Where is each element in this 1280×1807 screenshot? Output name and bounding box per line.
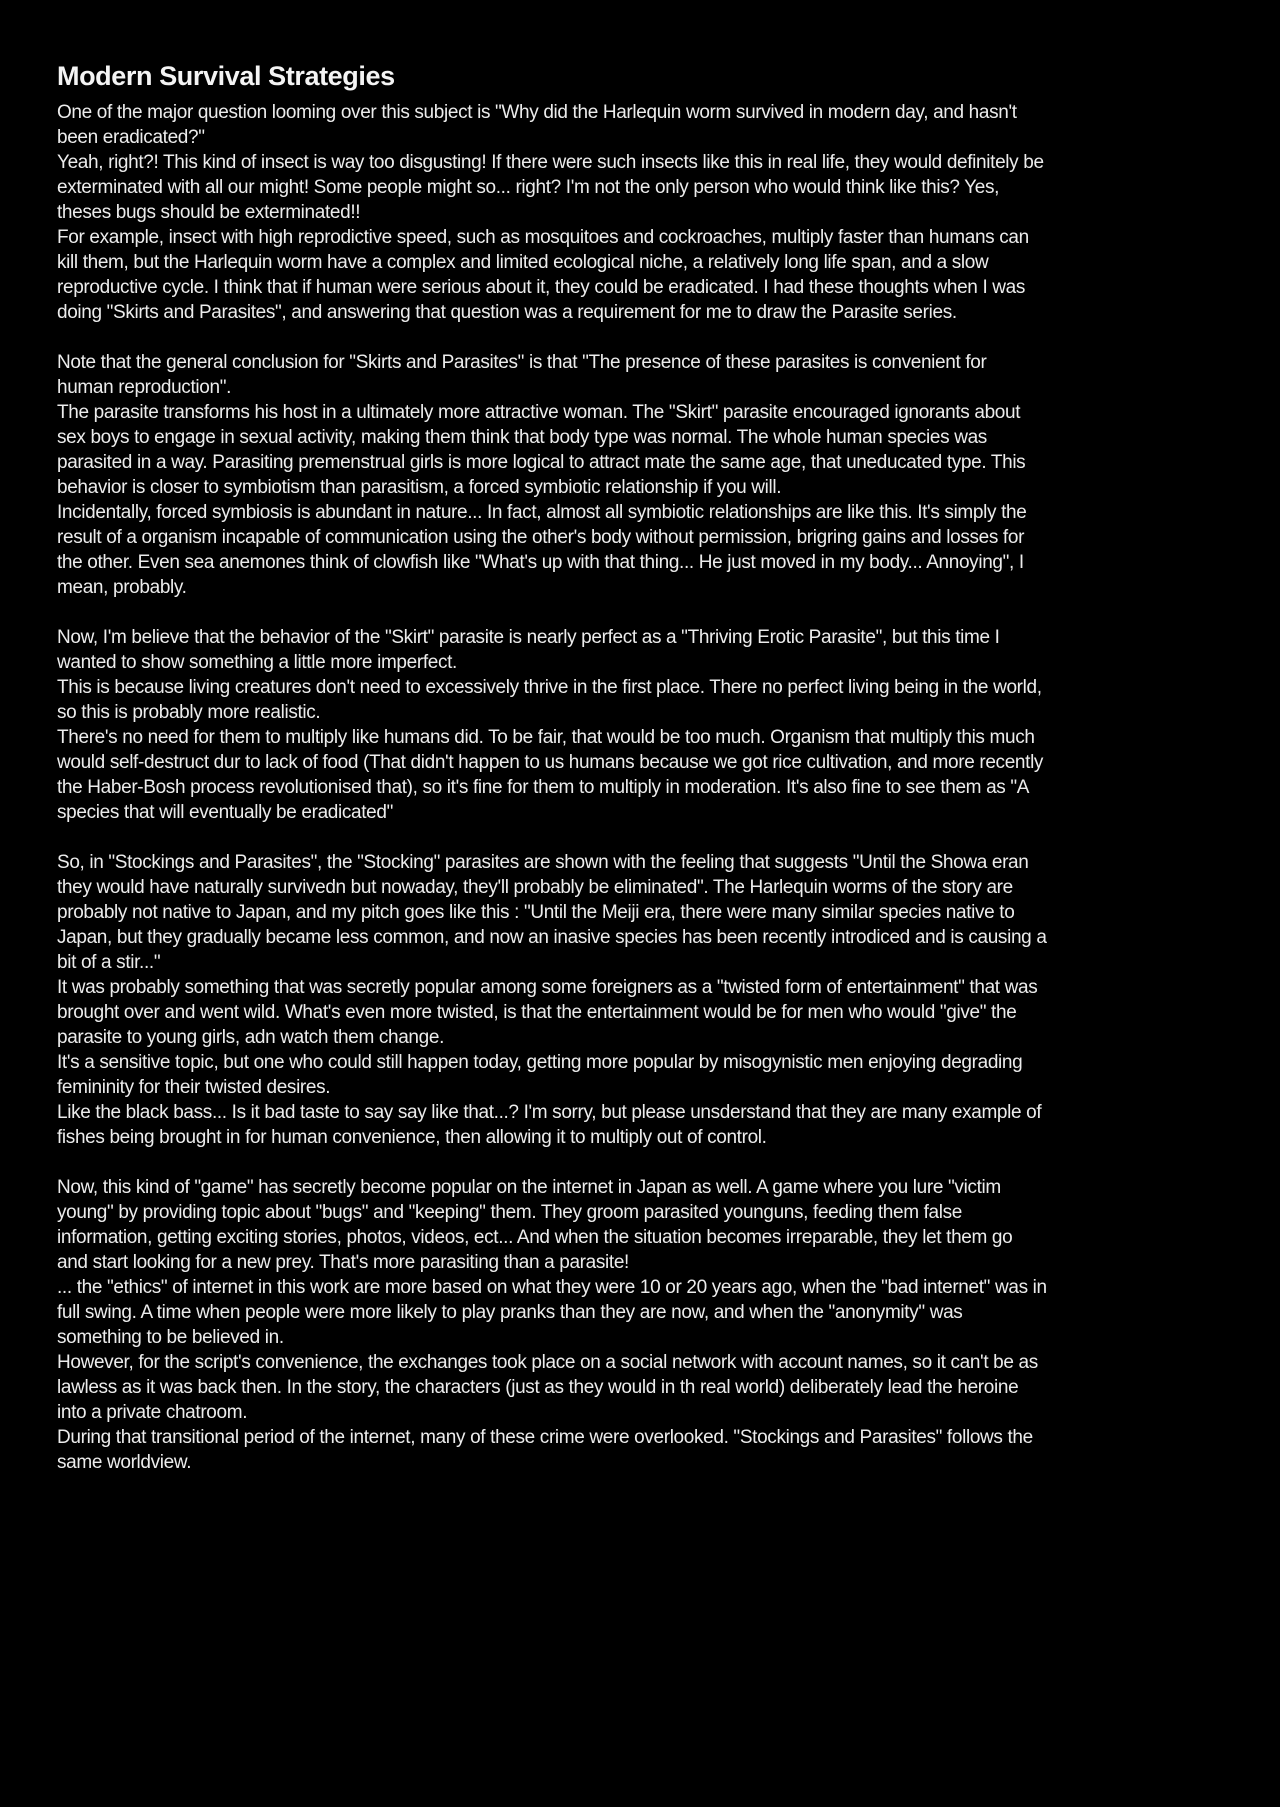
paragraph: However, for the script's convenience, the exchanges took place on a social network with account names, so it can't be as lawless as it was back then. In the story, the characters (just as they would in th real world) deliberately lead the heroine into a private chatroom. [57, 1352, 1038, 1424]
paragraph-block [57, 350, 1047, 600]
page-title: Modern Survival Strategies [57, 61, 395, 91]
paragraph: Like the black bass... Is it bad taste to say say like that...? I'm sorry, but please unsderstand that they are many example of fishes being brought in for human convenience, then allowing it to multiply out of control. [57, 1102, 1042, 1149]
paragraph: This is because living creatures don't need to excessively thrive in the first place. There no perfect living being in the world, so this is probably more realistic. [57, 677, 1042, 724]
paragraph: Note that the general conclusion for "Skirts and Parasites" is that "The presence of these parasites is convenient for human reproduction". [57, 352, 987, 399]
paragraph: ... the "ethics" of internet in this work are more based on what they were 10 or 20 years ago, when the "bad internet" was in full swing. A time when people were more likely to play pranks than they are now, and when the "anonymity" was something to be believed in. [57, 1277, 1047, 1349]
paragraph: Incidentally, forced symbiosis is abundant in nature... In fact, almost all symbiotic relationships are like this. It's simply the result of a organism incapable of communication using the other's body without permission, brigring gains and losses for the other. Even sea anemones think of clowfish like "What's up with that thing... He just moved in my body... Annoying", I mean, probably. [57, 502, 1027, 599]
paragraph-block [57, 1175, 1047, 1475]
paragraph: It was probably something that was secretly popular among some foreigners as a "twisted form of entertainment" that was brought over and went wild. What's even more twisted, is that the entertainment would be for men who would "give" the parasite to young girls, adn watch them change. [57, 977, 1038, 1049]
paragraph: During that transitional period of the internet, many of these crime were overlooked. "Stockings and Parasites" follows the same worldview. [57, 1427, 1033, 1474]
paragraph: Now, this kind of "game" has secretly become popular on the internet in Japan as well. A game where you lure "victim young" by providing topic about "bugs" and "keeping" them. They groom parasited younguns, feeding them false information, getting exciting stories, photos, videos, ect... And when the situation becomes irreparable, they let them go and start looking for a new prey. That's more parasiting than a parasite! [57, 1177, 1013, 1274]
paragraph: One of the major question looming over this subject is "Why did the Harlequin worm survived in modern day, and hasn't been eradicated?" [57, 102, 1017, 149]
paragraph-block [57, 100, 1047, 325]
paragraph-block [57, 850, 1047, 1150]
paragraph: Now, I'm believe that the behavior of the "Skirt" parasite is nearly perfect as a "Thriving Erotic Parasite", but this time I wanted to show something a little more imperfect. [57, 627, 1000, 674]
paragraph-block [57, 625, 1047, 825]
paragraph: It's a sensitive topic, but one who could still happen today, getting more popular by misogynistic men enjoying degrading femininity for their twisted desires. [57, 1052, 1023, 1099]
paragraph: So, in "Stockings and Parasites", the "Stocking" parasites are shown with the feeling that suggests "Until the Showa eran they would have naturally survivedn but nowaday, they'll probably be eliminated". The Harlequin worms of the story are probably not native to Japan, and my pitch goes like this : "Until the Meiji era, there were many similar species native to Japan, but they gradually became less common, and now an inasive species has been recently introdiced and is causing a bit of a stir..." [57, 852, 1047, 974]
paragraph: Yeah, right?! This kind of insect is way too disgusting! If there were such insects like this in real life, they would definitely be exterminated with all our might! Some people might so... right? I'm not the only person who would think like this? Yes, theses bugs should be exterminated!! [57, 152, 1044, 224]
text-blocks [57, 100, 1047, 1475]
paragraph: For example, insect with high reprodictive speed, such as mosquitoes and cockroaches, multiply faster than humans can kill them, but the Harlequin worm have a complex and limited ecological niche, a relatively long life span, and a slow reproductive cycle. I think that if human were serious about it, they could be eradicated. I had these thoughts when I was doing "Skirts and Parasites", and answering that question was a requirement for me to draw the Parasite series. [57, 227, 1029, 324]
paragraph: The parasite transforms his host in a ultimately more attractive woman. The "Skirt" parasite encouraged ignorants about sex boys to engage in sexual activity, making them think that body type was normal. The whole human species was parasited in a way. Parasiting premenstrual girls is more logical to attract mate the same age, that uneducated type. This behavior is closer to symbiotism than parasitism, a forced symbiotic relationship if you will. [57, 402, 1026, 499]
paragraph: There's no need for them to multiply like humans did. To be fair, that would be too much. Organism that multiply this much would self-destruct dur to lack of food (That didn't happen to us humans because we got rice cultivation, and more recently the Haber-Bosh process revolutionised that), so it's fine for them to multiply in moderation. It's also fine to see them as "A species that will eventually be eradicated" [57, 727, 1044, 824]
